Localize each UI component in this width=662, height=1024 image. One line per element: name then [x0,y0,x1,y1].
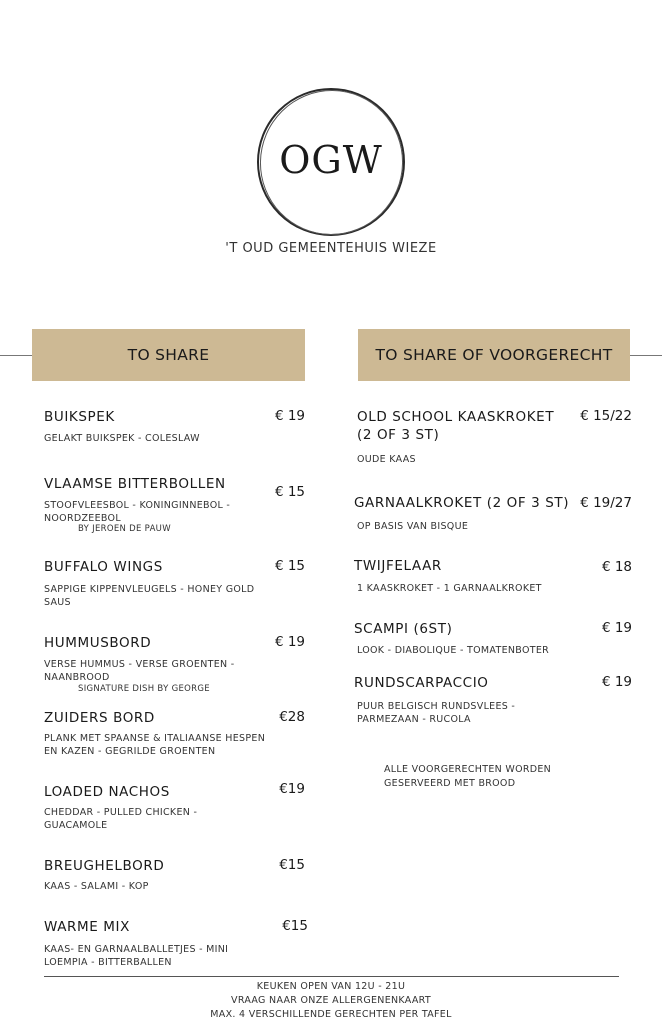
menu-item-desc: VERSE HUMMUS - VERSE GROENTEN - NAANBROOD [44,659,235,683]
menu-item-desc: CHEDDAR - PULLED CHICKEN - GUACAMOLE [44,807,198,831]
restaurant-name: 'T OUD GEMEENTEHUIS WIEZE [225,241,437,256]
kitchen-hours: KEUKEN OPEN VAN 12U - 21U [256,981,406,992]
menu-item-desc: 1 KAASKROKET - 1 GARNAALKROKET [357,583,542,594]
menu-item-name: SCAMPI (6ST) [354,621,453,637]
menu-item-desc: PUUR BELGISCH RUNDSVLEES - PARMEZAAN - RUCOLA [357,701,516,725]
max-dishes-note: MAX. 4 VERSCHILLENDE GERECHTEN PER TAFEL [210,1009,452,1020]
menu-item-price: €15 [282,918,308,934]
menu-item-desc: SAPPIGE KIPPENVLEUGELS - HONEY GOLD SAUS [44,584,255,608]
menu-item-desc: PLANK MET SPAANSE & ITALIAANSE HESPEN EN KAZEN - GEGRILDE GROENTEN [44,733,266,757]
menu-item-name: BREUGHELBORD [44,858,165,874]
menu-item-price: € 15/22 [580,408,632,424]
menu-item-price: € 19 [274,634,305,650]
menu-item-name: GARNAALKROKET (2 OF 3 ST) [354,495,570,511]
section-heading-voorgerecht: TO SHARE OF VOORGERECHT [358,329,630,381]
menu-item-name: LOADED NACHOS [44,784,170,800]
menu-item-name: BUFFALO WINGS [44,559,163,575]
menu-item-name: HUMMUSBORD [44,635,152,651]
divider-right [630,355,662,356]
menu-item-desc: OP BASIS VAN BISQUE [357,521,469,532]
menu-item-price: €15 [279,857,305,873]
menu-item-name: VLAAMSE BITTERBOLLEN [44,476,226,492]
menu-item-desc: KAAS - SALAMI - KOP [44,881,149,892]
menu-item-price: € 15 [274,484,305,500]
menu-item-desc: STOOFVLEESBOL - KONINGINNEBOL - NOORDZEEBOL [44,500,231,524]
menu-item-price: € 19/27 [580,495,632,511]
menu-item-name: OLD SCHOOL KAASKROKET (2 OF 3 ST) [357,409,555,443]
menu-item-desc: OUDE KAAS [357,454,416,465]
menu-item-desc: KAAS- EN GARNAALBALLETJES - MINI LOEMPIA - BITTERBALLEN [44,944,229,968]
menu-item-price: € 19 [601,674,632,690]
menu-item-name: WARME MIX [44,919,130,935]
menu-item-name: RUNDSCARPACCIO [354,675,489,691]
menu-item-price: € 19 [601,620,632,636]
logo: OGW [279,138,383,182]
bread-note: ALLE VOORGERECHTEN WORDEN GESERVEERD MET BROOD [384,764,552,789]
menu-item-price: €19 [279,781,305,797]
menu-item-price: €28 [279,709,305,725]
menu-item-name: BUIKSPEK [44,409,115,425]
menu-item-byline: SIGNATURE DISH BY GEORGE [78,684,210,694]
divider-left [0,355,32,356]
footer-divider [44,976,619,977]
menu-item-price: € 19 [274,408,305,424]
menu-item-byline: BY JEROEN DE PAUW [78,524,171,534]
allergen-note: VRAAG NAAR ONZE ALLERGENENKAART [231,995,431,1006]
menu-item-price: € 15 [274,558,305,574]
menu-item-name: ZUIDERS BORD [44,710,155,726]
menu-item-desc: GELAKT BUIKSPEK - COLESLAW [44,433,200,444]
menu-item-desc: LOOK - DIABOLIQUE - TOMATENBOTER [357,645,550,656]
section-heading-to-share: TO SHARE [32,329,305,381]
menu-item-name: TWIJFELAAR [354,558,442,574]
menu-item-price: € 18 [601,559,632,575]
